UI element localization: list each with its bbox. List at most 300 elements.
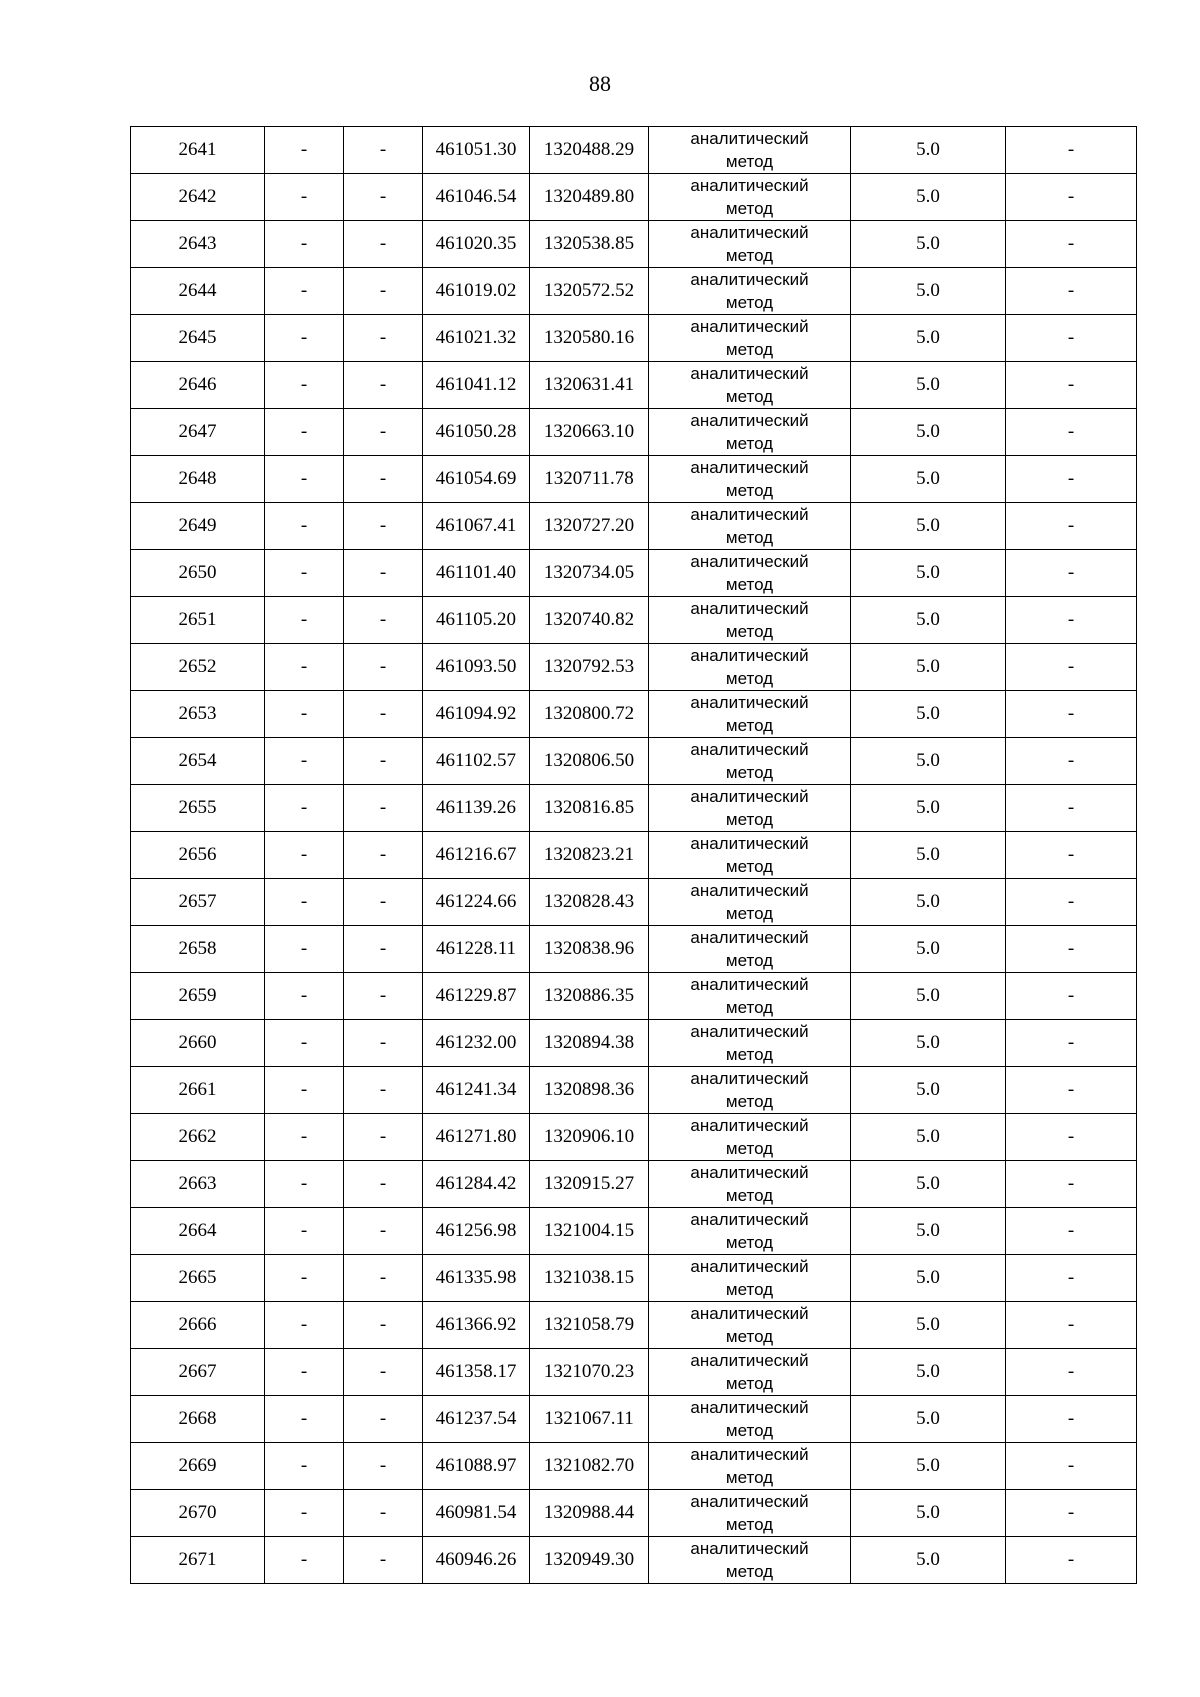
empty-dash-cell: -	[265, 1020, 344, 1067]
method-line-1: аналитический	[690, 270, 809, 289]
table-row	[131, 1302, 1137, 1349]
method-line-2: метод	[725, 1186, 774, 1205]
point-number-cell: 2650	[131, 550, 265, 597]
method-line-2: метод	[725, 1092, 774, 1111]
empty-dash-cell: -	[344, 1255, 423, 1302]
method-line-2: метод	[725, 998, 774, 1017]
empty-dash-cell: -	[344, 973, 423, 1020]
accuracy-cell: 5.0	[851, 879, 1006, 926]
y-coordinate-cell: 1320734.05	[530, 550, 649, 597]
accuracy-cell: 5.0	[851, 409, 1006, 456]
accuracy-cell: 5.0	[851, 1443, 1006, 1490]
method-cell	[649, 174, 851, 221]
accuracy-cell: 5.0	[851, 926, 1006, 973]
method-line-1: аналитический	[690, 505, 809, 524]
method-cell	[649, 1067, 851, 1114]
x-coordinate-cell: 461020.35	[423, 221, 530, 268]
method-line-2: метод	[725, 293, 774, 312]
method-cell	[649, 1114, 851, 1161]
method-line-2: метод	[725, 857, 774, 876]
method-line-2: метод	[725, 669, 774, 688]
method-cell	[649, 127, 851, 174]
accuracy-cell: 5.0	[851, 1302, 1006, 1349]
empty-dash-cell: -	[265, 315, 344, 362]
point-number-cell: 2666	[131, 1302, 265, 1349]
method-cell	[649, 973, 851, 1020]
method-line-1: аналитический	[690, 599, 809, 618]
method-line-2: метод	[725, 199, 774, 218]
accuracy-cell: 5.0	[851, 221, 1006, 268]
point-number-cell: 2641	[131, 127, 265, 174]
method-line-1: аналитический	[690, 928, 809, 947]
method-cell	[649, 1349, 851, 1396]
table-row	[131, 409, 1137, 456]
empty-dash-cell: -	[1006, 1302, 1137, 1349]
table-row	[131, 456, 1137, 503]
accuracy-cell: 5.0	[851, 785, 1006, 832]
method-line-2: метод	[725, 1233, 774, 1252]
method-line-1: аналитический	[690, 1351, 809, 1370]
empty-dash-cell: -	[344, 550, 423, 597]
y-coordinate-cell: 1321058.79	[530, 1302, 649, 1349]
method-cell	[649, 597, 851, 644]
x-coordinate-cell: 461139.26	[423, 785, 530, 832]
accuracy-cell: 5.0	[851, 1349, 1006, 1396]
y-coordinate-cell: 1320727.20	[530, 503, 649, 550]
empty-dash-cell: -	[265, 174, 344, 221]
table-row	[131, 1161, 1137, 1208]
method-line-1: аналитический	[690, 834, 809, 853]
point-number-cell: 2649	[131, 503, 265, 550]
empty-dash-cell: -	[1006, 1114, 1137, 1161]
method-line-1: аналитический	[690, 975, 809, 994]
point-number-cell: 2671	[131, 1537, 265, 1584]
table-row	[131, 174, 1137, 221]
empty-dash-cell: -	[1006, 879, 1137, 926]
method-line-2: метод	[725, 434, 774, 453]
y-coordinate-cell: 1321070.23	[530, 1349, 649, 1396]
empty-dash-cell: -	[265, 1302, 344, 1349]
empty-dash-cell: -	[265, 1161, 344, 1208]
method-cell	[649, 1443, 851, 1490]
point-number-cell: 2651	[131, 597, 265, 644]
point-number-cell: 2647	[131, 409, 265, 456]
y-coordinate-cell: 1320572.52	[530, 268, 649, 315]
empty-dash-cell: -	[344, 1349, 423, 1396]
point-number-cell: 2656	[131, 832, 265, 879]
point-number-cell: 2646	[131, 362, 265, 409]
empty-dash-cell: -	[1006, 503, 1137, 550]
point-number-cell: 2655	[131, 785, 265, 832]
empty-dash-cell: -	[1006, 362, 1137, 409]
empty-dash-cell: -	[1006, 268, 1137, 315]
y-coordinate-cell: 1320631.41	[530, 362, 649, 409]
method-line-2: метод	[725, 1515, 774, 1534]
table-row	[131, 1396, 1137, 1443]
y-coordinate-cell: 1320894.38	[530, 1020, 649, 1067]
method-line-1: аналитический	[690, 646, 809, 665]
method-line-2: метод	[725, 763, 774, 782]
empty-dash-cell: -	[265, 879, 344, 926]
method-cell	[649, 409, 851, 456]
empty-dash-cell: -	[344, 832, 423, 879]
empty-dash-cell: -	[1006, 456, 1137, 503]
point-number-cell: 2659	[131, 973, 265, 1020]
empty-dash-cell: -	[344, 362, 423, 409]
method-line-2: метод	[725, 1374, 774, 1393]
empty-dash-cell: -	[1006, 597, 1137, 644]
page-number: 88	[589, 71, 611, 96]
point-number-cell: 2643	[131, 221, 265, 268]
point-number-cell: 2642	[131, 174, 265, 221]
empty-dash-cell: -	[344, 1208, 423, 1255]
empty-dash-cell: -	[265, 503, 344, 550]
empty-dash-cell: -	[265, 127, 344, 174]
empty-dash-cell: -	[265, 1443, 344, 1490]
method-cell	[649, 1302, 851, 1349]
table-row	[131, 644, 1137, 691]
table-body	[131, 127, 1137, 1584]
empty-dash-cell: -	[1006, 127, 1137, 174]
method-line-2: метод	[725, 716, 774, 735]
point-number-cell: 2661	[131, 1067, 265, 1114]
x-coordinate-cell: 461366.92	[423, 1302, 530, 1349]
accuracy-cell: 5.0	[851, 1020, 1006, 1067]
x-coordinate-cell: 461105.20	[423, 597, 530, 644]
empty-dash-cell: -	[344, 879, 423, 926]
y-coordinate-cell: 1321082.70	[530, 1443, 649, 1490]
empty-dash-cell: -	[344, 1067, 423, 1114]
x-coordinate-cell: 461093.50	[423, 644, 530, 691]
y-coordinate-cell: 1320580.16	[530, 315, 649, 362]
method-cell	[649, 1537, 851, 1584]
y-coordinate-cell: 1320949.30	[530, 1537, 649, 1584]
point-number-cell: 2663	[131, 1161, 265, 1208]
method-cell	[649, 832, 851, 879]
y-coordinate-cell: 1320488.29	[530, 127, 649, 174]
y-coordinate-cell: 1320915.27	[530, 1161, 649, 1208]
accuracy-cell: 5.0	[851, 1114, 1006, 1161]
point-number-cell: 2652	[131, 644, 265, 691]
method-line-1: аналитический	[690, 1163, 809, 1182]
y-coordinate-cell: 1320792.53	[530, 644, 649, 691]
method-cell	[649, 785, 851, 832]
table-row	[131, 127, 1137, 174]
empty-dash-cell: -	[344, 1537, 423, 1584]
method-line-1: аналитический	[690, 223, 809, 242]
empty-dash-cell: -	[344, 738, 423, 785]
empty-dash-cell: -	[265, 409, 344, 456]
x-coordinate-cell: 461051.30	[423, 127, 530, 174]
method-line-2: метод	[725, 1562, 774, 1581]
method-line-1: аналитический	[690, 1539, 809, 1558]
empty-dash-cell: -	[344, 1161, 423, 1208]
x-coordinate-cell: 461229.87	[423, 973, 530, 1020]
accuracy-cell: 5.0	[851, 127, 1006, 174]
empty-dash-cell: -	[265, 1208, 344, 1255]
empty-dash-cell: -	[344, 926, 423, 973]
method-cell	[649, 315, 851, 362]
method-line-1: аналитический	[690, 1492, 809, 1511]
method-line-2: метод	[725, 1139, 774, 1158]
empty-dash-cell: -	[344, 268, 423, 315]
empty-dash-cell: -	[1006, 221, 1137, 268]
table-row	[131, 597, 1137, 644]
empty-dash-cell: -	[1006, 1490, 1137, 1537]
method-cell	[649, 503, 851, 550]
point-number-cell: 2670	[131, 1490, 265, 1537]
empty-dash-cell: -	[265, 738, 344, 785]
method-cell	[649, 1020, 851, 1067]
x-coordinate-cell: 461094.92	[423, 691, 530, 738]
table-row	[131, 926, 1137, 973]
empty-dash-cell: -	[265, 1349, 344, 1396]
empty-dash-cell: -	[344, 221, 423, 268]
empty-dash-cell: -	[265, 1067, 344, 1114]
method-cell	[649, 879, 851, 926]
empty-dash-cell: -	[265, 221, 344, 268]
y-coordinate-cell: 1320838.96	[530, 926, 649, 973]
method-line-2: метод	[725, 528, 774, 547]
empty-dash-cell: -	[1006, 1067, 1137, 1114]
accuracy-cell: 5.0	[851, 315, 1006, 362]
x-coordinate-cell: 461224.66	[423, 879, 530, 926]
accuracy-cell: 5.0	[851, 832, 1006, 879]
x-coordinate-cell: 461228.11	[423, 926, 530, 973]
method-line-2: метод	[725, 1421, 774, 1440]
point-number-cell: 2654	[131, 738, 265, 785]
method-line-2: метод	[725, 1045, 774, 1064]
x-coordinate-cell: 461067.41	[423, 503, 530, 550]
x-coordinate-cell: 461046.54	[423, 174, 530, 221]
x-coordinate-cell: 461335.98	[423, 1255, 530, 1302]
method-line-1: аналитический	[690, 364, 809, 383]
empty-dash-cell: -	[265, 926, 344, 973]
accuracy-cell: 5.0	[851, 597, 1006, 644]
table-row	[131, 362, 1137, 409]
table-row	[131, 738, 1137, 785]
y-coordinate-cell: 1320806.50	[530, 738, 649, 785]
method-cell	[649, 691, 851, 738]
method-line-2: метод	[725, 1327, 774, 1346]
y-coordinate-cell: 1321038.15	[530, 1255, 649, 1302]
x-coordinate-cell: 461050.28	[423, 409, 530, 456]
y-coordinate-cell: 1320663.10	[530, 409, 649, 456]
empty-dash-cell: -	[344, 409, 423, 456]
y-coordinate-cell: 1320711.78	[530, 456, 649, 503]
method-cell	[649, 738, 851, 785]
method-line-2: метод	[725, 152, 774, 171]
empty-dash-cell: -	[265, 832, 344, 879]
y-coordinate-cell: 1320800.72	[530, 691, 649, 738]
empty-dash-cell: -	[265, 597, 344, 644]
method-cell	[649, 1396, 851, 1443]
y-coordinate-cell: 1320816.85	[530, 785, 649, 832]
empty-dash-cell: -	[1006, 1396, 1137, 1443]
empty-dash-cell: -	[344, 644, 423, 691]
accuracy-cell: 5.0	[851, 456, 1006, 503]
accuracy-cell: 5.0	[851, 1490, 1006, 1537]
point-number-cell: 2669	[131, 1443, 265, 1490]
table-row	[131, 221, 1137, 268]
x-coordinate-cell: 461237.54	[423, 1396, 530, 1443]
empty-dash-cell: -	[344, 503, 423, 550]
y-coordinate-cell: 1320823.21	[530, 832, 649, 879]
method-cell	[649, 1490, 851, 1537]
empty-dash-cell: -	[1006, 1537, 1137, 1584]
empty-dash-cell: -	[265, 550, 344, 597]
accuracy-cell: 5.0	[851, 362, 1006, 409]
table-row	[131, 1020, 1137, 1067]
accuracy-cell: 5.0	[851, 973, 1006, 1020]
coordinates-table	[130, 126, 1137, 1584]
point-number-cell: 2668	[131, 1396, 265, 1443]
accuracy-cell: 5.0	[851, 174, 1006, 221]
point-number-cell: 2644	[131, 268, 265, 315]
method-cell	[649, 1208, 851, 1255]
method-line-1: аналитический	[690, 787, 809, 806]
method-line-1: аналитический	[690, 1257, 809, 1276]
empty-dash-cell: -	[1006, 1255, 1137, 1302]
method-cell	[649, 268, 851, 315]
empty-dash-cell: -	[265, 1255, 344, 1302]
empty-dash-cell: -	[344, 1114, 423, 1161]
table-row	[131, 268, 1137, 315]
y-coordinate-cell: 1321067.11	[530, 1396, 649, 1443]
empty-dash-cell: -	[1006, 785, 1137, 832]
method-cell	[649, 456, 851, 503]
method-line-2: метод	[725, 575, 774, 594]
table-row	[131, 550, 1137, 597]
accuracy-cell: 5.0	[851, 1208, 1006, 1255]
method-cell	[649, 362, 851, 409]
method-line-1: аналитический	[690, 1022, 809, 1041]
empty-dash-cell: -	[1006, 1208, 1137, 1255]
empty-dash-cell: -	[344, 174, 423, 221]
empty-dash-cell: -	[1006, 832, 1137, 879]
empty-dash-cell: -	[344, 315, 423, 362]
table-row	[131, 1255, 1137, 1302]
accuracy-cell: 5.0	[851, 503, 1006, 550]
method-line-2: метод	[725, 481, 774, 500]
method-line-2: метод	[725, 951, 774, 970]
y-coordinate-cell: 1320538.85	[530, 221, 649, 268]
method-line-2: метод	[725, 1468, 774, 1487]
empty-dash-cell: -	[1006, 1443, 1137, 1490]
method-line-1: аналитический	[690, 1210, 809, 1229]
empty-dash-cell: -	[265, 691, 344, 738]
method-cell	[649, 644, 851, 691]
method-cell	[649, 221, 851, 268]
method-line-1: аналитический	[690, 1116, 809, 1135]
y-coordinate-cell: 1320988.44	[530, 1490, 649, 1537]
x-coordinate-cell: 461216.67	[423, 832, 530, 879]
accuracy-cell: 5.0	[851, 1161, 1006, 1208]
x-coordinate-cell: 461019.02	[423, 268, 530, 315]
empty-dash-cell: -	[1006, 1020, 1137, 1067]
method-line-1: аналитический	[690, 1398, 809, 1417]
table-row	[131, 1067, 1137, 1114]
method-line-1: аналитический	[690, 881, 809, 900]
table-row	[131, 691, 1137, 738]
accuracy-cell: 5.0	[851, 1067, 1006, 1114]
x-coordinate-cell: 461021.32	[423, 315, 530, 362]
empty-dash-cell: -	[265, 785, 344, 832]
x-coordinate-cell: 460946.26	[423, 1537, 530, 1584]
x-coordinate-cell: 461232.00	[423, 1020, 530, 1067]
empty-dash-cell: -	[344, 785, 423, 832]
method-line-1: аналитический	[690, 317, 809, 336]
table-row	[131, 1114, 1137, 1161]
table-row	[131, 785, 1137, 832]
point-number-cell: 2662	[131, 1114, 265, 1161]
empty-dash-cell: -	[265, 456, 344, 503]
empty-dash-cell: -	[1006, 973, 1137, 1020]
method-line-1: аналитический	[690, 411, 809, 430]
empty-dash-cell: -	[1006, 550, 1137, 597]
table-row	[131, 1537, 1137, 1584]
method-line-1: аналитический	[690, 1069, 809, 1088]
table-row	[131, 973, 1137, 1020]
empty-dash-cell: -	[344, 456, 423, 503]
x-coordinate-cell: 461256.98	[423, 1208, 530, 1255]
point-number-cell: 2648	[131, 456, 265, 503]
accuracy-cell: 5.0	[851, 691, 1006, 738]
accuracy-cell: 5.0	[851, 1396, 1006, 1443]
empty-dash-cell: -	[1006, 315, 1137, 362]
point-number-cell: 2653	[131, 691, 265, 738]
point-number-cell: 2658	[131, 926, 265, 973]
accuracy-cell: 5.0	[851, 550, 1006, 597]
method-line-1: аналитический	[690, 740, 809, 759]
point-number-cell: 2645	[131, 315, 265, 362]
point-number-cell: 2660	[131, 1020, 265, 1067]
empty-dash-cell: -	[1006, 644, 1137, 691]
method-cell	[649, 550, 851, 597]
method-line-1: аналитический	[690, 1304, 809, 1323]
point-number-cell: 2665	[131, 1255, 265, 1302]
method-line-1: аналитический	[690, 1445, 809, 1464]
table-row	[131, 1443, 1137, 1490]
accuracy-cell: 5.0	[851, 268, 1006, 315]
x-coordinate-cell: 460981.54	[423, 1490, 530, 1537]
empty-dash-cell: -	[265, 1396, 344, 1443]
x-coordinate-cell: 461102.57	[423, 738, 530, 785]
x-coordinate-cell: 461041.12	[423, 362, 530, 409]
method-line-2: метод	[725, 810, 774, 829]
table-row	[131, 832, 1137, 879]
method-line-1: аналитический	[690, 458, 809, 477]
empty-dash-cell: -	[344, 127, 423, 174]
accuracy-cell: 5.0	[851, 644, 1006, 691]
x-coordinate-cell: 461088.97	[423, 1443, 530, 1490]
y-coordinate-cell: 1320740.82	[530, 597, 649, 644]
table-row	[131, 503, 1137, 550]
method-cell	[649, 1161, 851, 1208]
y-coordinate-cell: 1320898.36	[530, 1067, 649, 1114]
empty-dash-cell: -	[1006, 1161, 1137, 1208]
accuracy-cell: 5.0	[851, 1255, 1006, 1302]
x-coordinate-cell: 461101.40	[423, 550, 530, 597]
empty-dash-cell: -	[344, 1443, 423, 1490]
empty-dash-cell: -	[265, 1490, 344, 1537]
empty-dash-cell: -	[265, 362, 344, 409]
empty-dash-cell: -	[344, 1302, 423, 1349]
method-line-2: метод	[725, 340, 774, 359]
empty-dash-cell: -	[1006, 174, 1137, 221]
empty-dash-cell: -	[265, 973, 344, 1020]
empty-dash-cell: -	[1006, 738, 1137, 785]
